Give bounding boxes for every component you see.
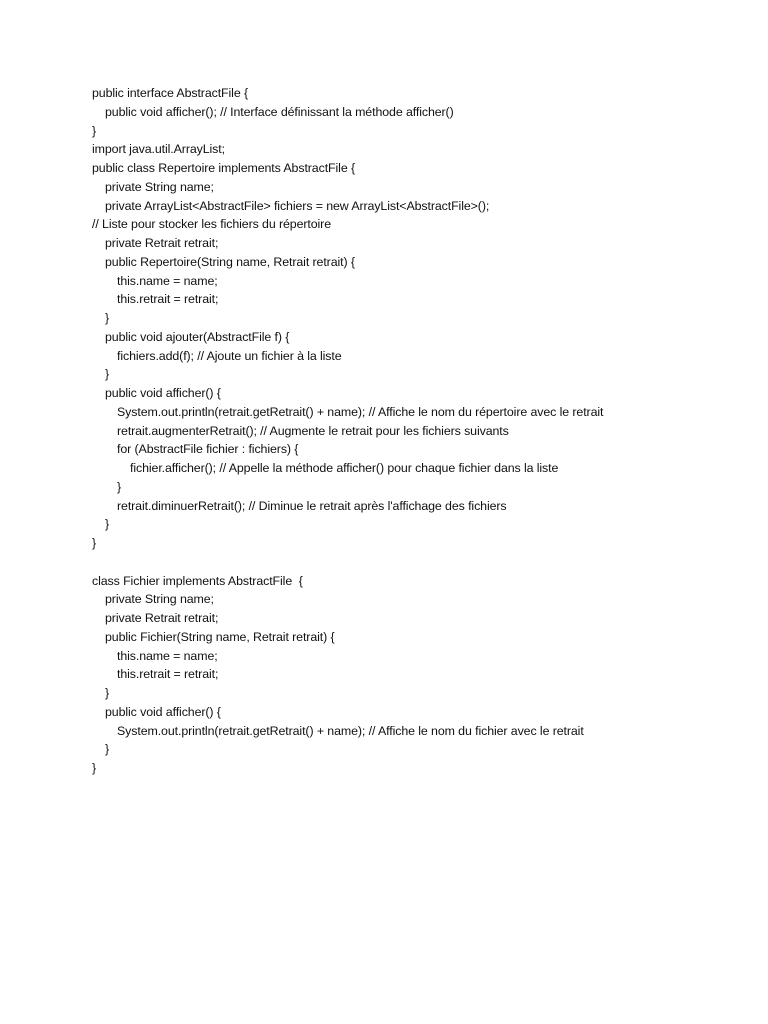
code-line: // Liste pour stocker les fichiers du répertoire xyxy=(92,217,331,232)
code-line: public interface AbstractFile { xyxy=(92,86,248,100)
code-line: private String name; xyxy=(105,592,214,607)
code-line: public void afficher() { xyxy=(105,704,221,719)
code-line: this.name = name; xyxy=(117,648,218,663)
code-line: } xyxy=(105,311,110,325)
code-line: this.retrait = retrait; xyxy=(117,292,219,307)
code-line: System.out.println(retrait.getRetrait() + name); // Affiche le nom du fichier avec le retrait xyxy=(117,723,584,738)
code-line: } xyxy=(92,761,97,775)
code-line: System.out.println(retrait.getRetrait() + name); // Affiche le nom du répertoire avec le retrait xyxy=(117,404,604,419)
code-line: import java.util.ArrayList; xyxy=(92,142,225,157)
code-line: private Retrait retrait; xyxy=(105,236,219,250)
code-line: private Retrait retrait; xyxy=(105,611,219,625)
code-line: public Fichier(String name, Retrait retrait) { xyxy=(105,629,335,644)
code-line: retrait.augmenterRetrait(); // Augmente le retrait pour les fichiers suivants xyxy=(117,423,509,438)
code-line: class Fichier implements AbstractFile { xyxy=(92,573,303,588)
code-line: fichier.afficher(); // Appelle la méthode afficher() pour chaque fichier dans la liste xyxy=(130,461,559,475)
code-line: private ArrayList<AbstractFile> fichiers = new ArrayList<AbstractFile>(); xyxy=(105,198,490,213)
code-line: private String name; xyxy=(105,179,214,194)
code-line: } xyxy=(105,367,110,382)
code-line: } xyxy=(117,479,122,494)
code-line: } xyxy=(105,742,110,757)
code-line: public class Repertoire implements AbstractFile { xyxy=(92,161,355,175)
code-line: this.name = name; xyxy=(117,273,218,288)
code-line: } xyxy=(92,536,97,550)
code-line: } xyxy=(92,123,97,138)
code-line: } xyxy=(105,517,110,532)
code-line: } xyxy=(105,686,110,700)
code-line: fichiers.add(f); // Ajoute un fichier à la liste xyxy=(117,348,342,363)
code-line: this.retrait = retrait; xyxy=(117,667,219,682)
blank-line xyxy=(92,553,732,572)
code-line: public void afficher(); // Interface définissant la méthode afficher() xyxy=(105,104,454,119)
code-line: public void afficher() { xyxy=(105,386,221,400)
code-listing xyxy=(92,84,732,778)
code-line: public void ajouter(AbstractFile f) { xyxy=(105,329,290,344)
code-line: public Repertoire(String name, Retrait retrait) { xyxy=(105,254,355,269)
code-line: for (AbstractFile fichier : fichiers) { xyxy=(117,442,299,457)
code-line: retrait.diminuerRetrait(); // Diminue le retrait après l'affichage des fichiers xyxy=(117,498,507,513)
